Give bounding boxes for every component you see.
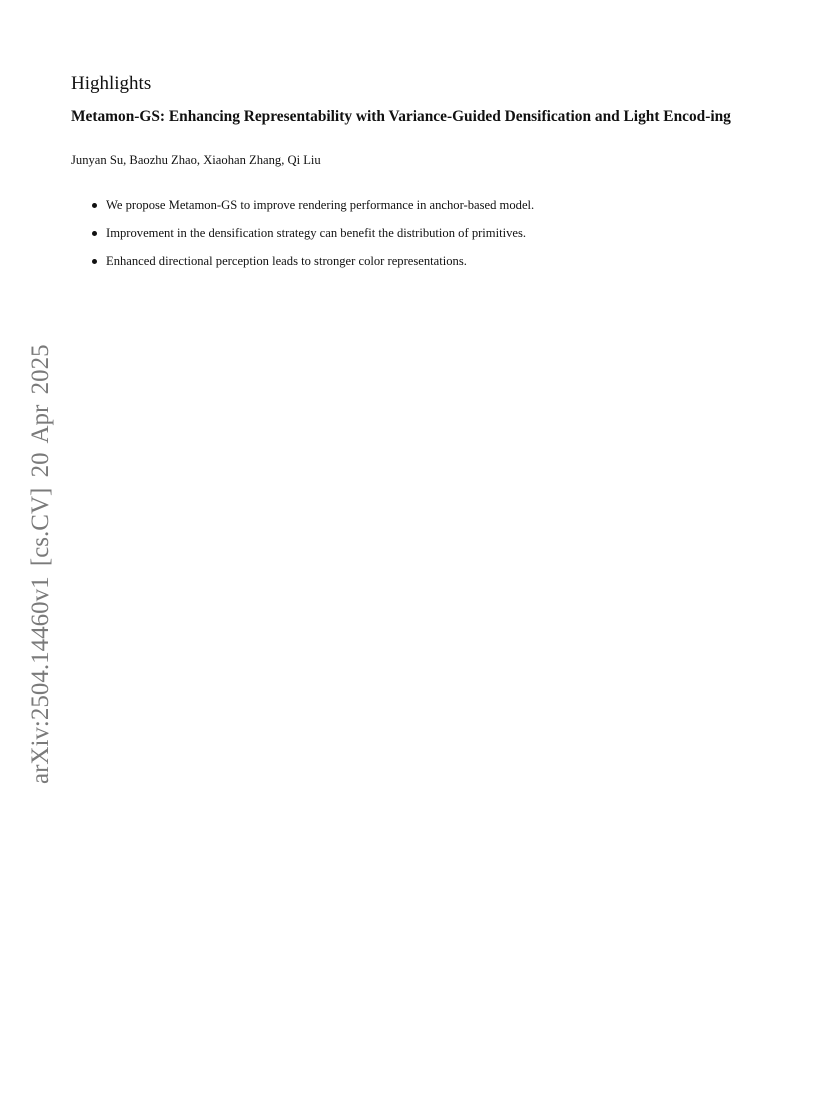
section-heading: Highlights xyxy=(71,73,152,94)
highlight-text: We propose Metamon-GS to improve rendering performance in anchor-based model. xyxy=(106,198,535,212)
highlight-text: Improvement in the densification strategy can benefit the distribution of primitives. xyxy=(106,226,527,240)
bullet-dot-icon xyxy=(92,259,97,264)
bullet-dot-icon xyxy=(92,203,97,208)
highlight-item xyxy=(92,196,752,224)
highlight-item xyxy=(92,224,752,252)
arxiv-identifier-stamp: arXiv:2504.14460v1 [cs.CV] 20 Apr 2025 xyxy=(27,344,54,784)
bullet-dot-icon xyxy=(92,231,97,236)
highlight-text: Enhanced directional perception leads to stronger color representations. xyxy=(106,254,467,268)
author-list: Junyan Su, Baozhu Zhao, Xiaohan Zhang, Qi Liu xyxy=(71,153,321,167)
highlights-list xyxy=(92,196,752,280)
paper-title: Metamon-GS: Enhancing Representability with Variance-Guided Densification and Light Encod-ing xyxy=(71,108,731,125)
highlight-item xyxy=(92,252,752,280)
